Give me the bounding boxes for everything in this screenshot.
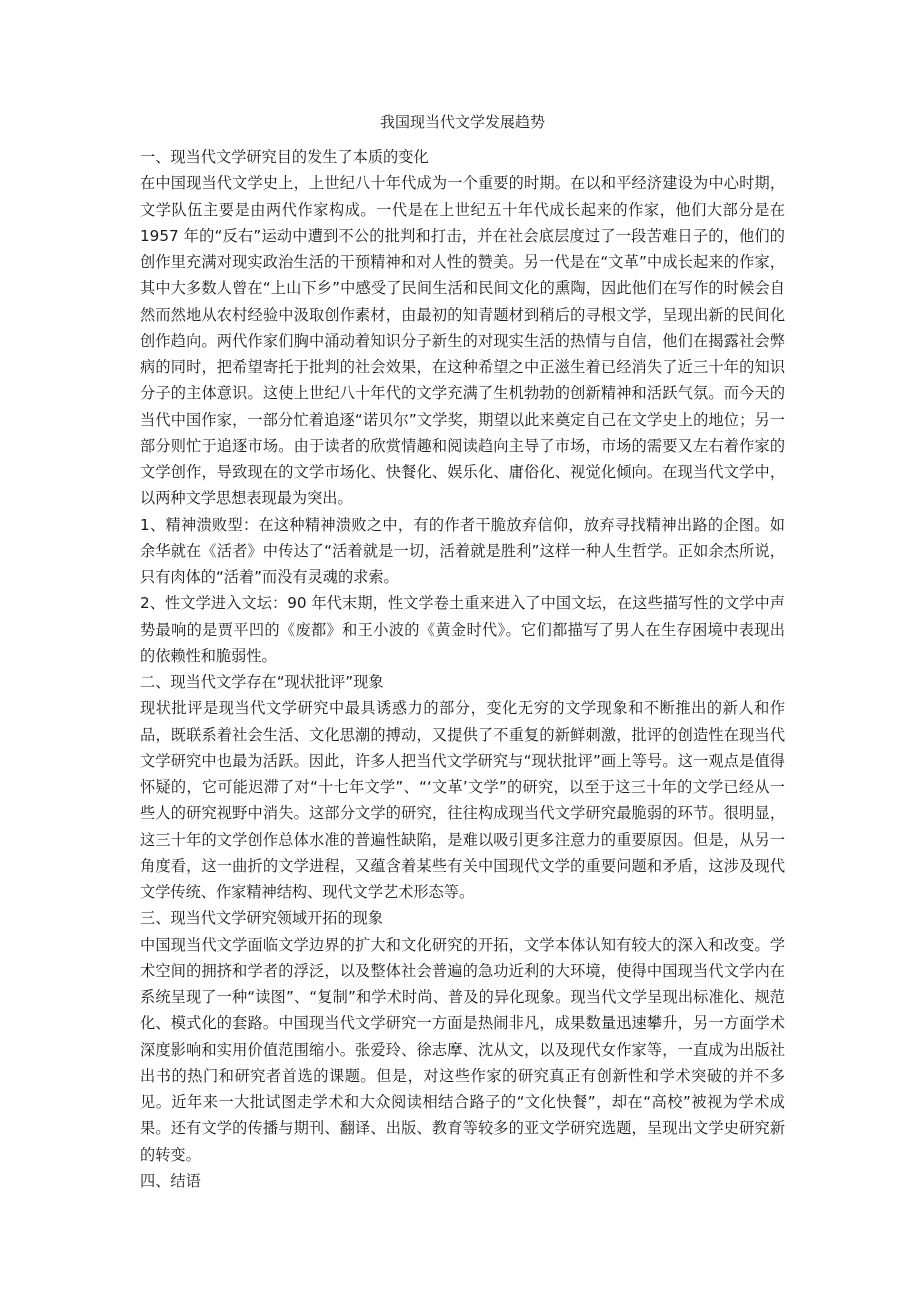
document-page [140,112,785,1194]
section-heading-1: 一、现当代文学研究目的发生了本质的变化 [140,148,429,166]
paragraph-sexual-literature: 2、性文学进入文坛：90 年代末期，性文学卷土重来进入了中国文坛，在这些描写性的文学中声势最响的是贾平凹的《废都》和王小波的《黄金时代》。它们都描写了男人在生存困境中表现出的依赖性和脆弱性。 [140,594,785,665]
section-heading-4: 四、结语 [140,1171,201,1190]
paragraph-1: 在中国现当代文学史上，上世纪八十年代成为一个重要的时期。在以和平经济建设为中心时期，文学队伍主要是由两代作家构成。一代是在上世纪五十年代成长起来的作家，他们大部分是在 1957 年的“反右”运动中遭到不公的批判和打击，并在社会底层度过了一段苦难日子的，他们的创作里充满对现实政治生活的干预精神和对人性的赞美。另一代是在“文革”中成长起来的作家，其中大多数人曾在“上山下乡”中感受了民间生活和民间文化的熏陶，因此他们在写作的时候会自然而然地从农村经验中汲取创作素材，由最初的知青题材到稍后的寻根文学，呈现出新的民间化创作趋向。两代作家们胸中涌动着知识分子新生的对现实生活的热情与自信，他们在揭露社会弊病的同时，把希望寄托于批判的社会效果，在这种希望之中正滋生着已经消失了近三十年的知识分子的主体意识。这使上世纪八十年代的文学充满了生机勃勃的创新精神和活跃气氛。而今天的当代中国作家，一部分忙着追逐“诺贝尔”文学奖，期望以此来奠定自己在文学史上的地位；另一部分则忙于追逐市场。由于读者的欣赏情趣和阅读趋向主导了市场，市场的需要又左右着作家的文学创作，导致现在的文学市场化、快餐化、娱乐化、庸俗化、视觉化倾向。在现当代文学中，以两种文学思想表现最为突出。 [140,174,785,508]
section-heading-3: 三、现当代文学研究领域开拓的现象 [140,909,383,928]
paragraph-spiritual-collapse: 1、精神溃败型：在这种精神溃败之中，有的作者干脆放弃信仰，放弃寻找精神出路的企图。如余华就在《活者》中传达了“活着就是一切，活着就是胜利”这样一种人生哲学。正如余杰所说，只有肉体的“活着”而没有灵魂的求索。 [140,515,785,586]
section-heading-2: 二、现当代文学存在“现状批评”现象 [140,673,384,691]
paragraph-2: 现状批评是现当代文学研究中最具诱惑力的部分，变化无穷的文学现象和不断推出的新人和作品，既联系着社会生活、文化思潮的搏动，又提供了不重复的新鲜刺激，批评的创造性在现当代文学研究中也最为活跃。因此，许多人把当代文学研究与“现状批评”画上等号。这一观点是值得怀疑的，它可能迟滞了对“十七年文学”、“‘文革’文学”的研究，以至于这三十年的文学已经从一些人的研究视野中消失。这部分文学的研究，往往构成现当代文学研究最脆弱的环节。很明显，这三十年的文学创作总体水准的普遍性缺陷，是难以吸引更多注意力的重要原因。但是，从另一角度看，这一曲折的文学进程，又蕴含着某些有关中国现代文学的重要问题和矛盾，这涉及现代文学传统、作家精神结构、现代文学艺术形态等。 [140,699,785,901]
document-title: 我国现当代文学发展趋势 [379,113,545,131]
paragraph-3: 中国现当代文学面临文学边界的扩大和文化研究的开拓，文学本体认知有较大的深入和改变。学术空间的拥挤和学者的浮泛，以及整体社会普遍的急功近利的大环境，使得中国现当代文学内在系统呈现了一种“读图”、“复制”和学术时尚、普及的异化现象。现当代文学呈现出标准化、规范化、模式化的套路。中国现当代文学研究一方面是热闹非凡，成果数量迅速攀升，另一方面学术深度影响和实用价值范围缩小。张爱玲、徐志摩、沈从文，以及现代女作家等，一直成为出版社出书的热门和研究者首选的课题。但是，对这些作家的研究真正有创新性和学术突破的并不多见。近年来一大批试图走学术和大众阅读相结合路子的“文化快餐”，却在“高校”被视为学术成果。还有文学的传播与期刊、翻译、出版、教育等较多的亚文学研究选题，呈现出文学史研究新的转变。 [140,935,785,1164]
